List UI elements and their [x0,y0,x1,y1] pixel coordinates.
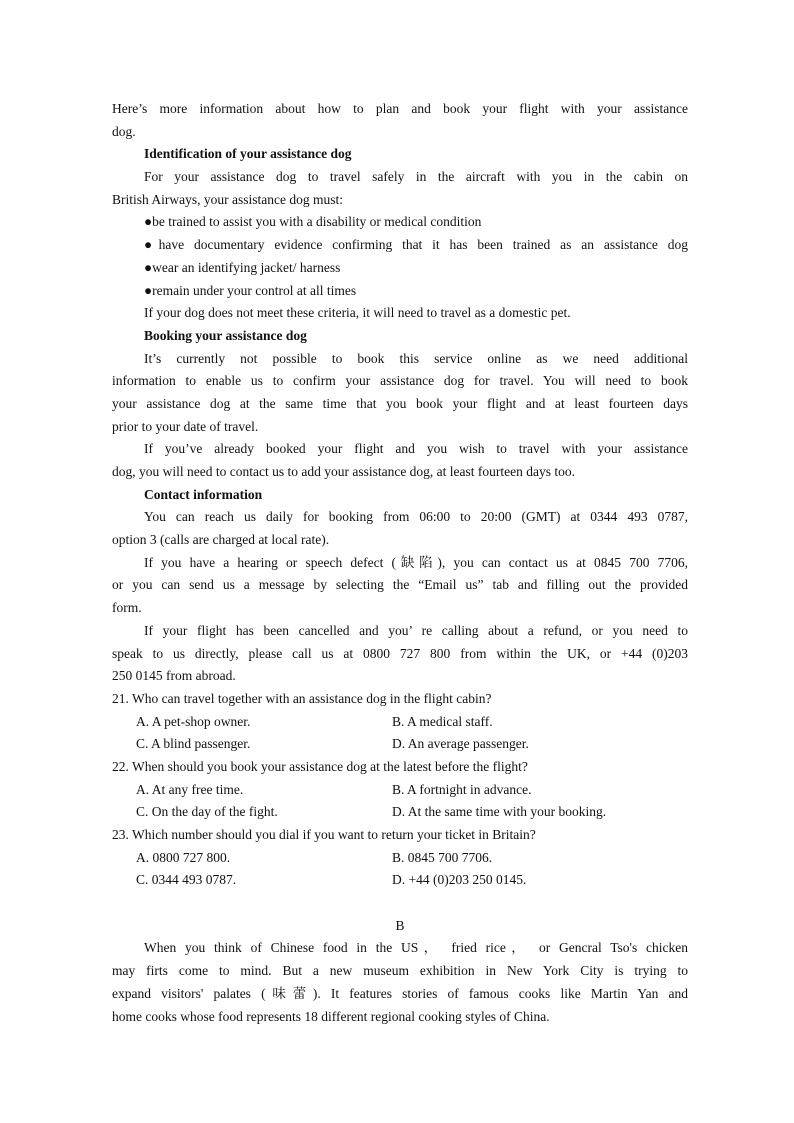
options-row [112,779,688,802]
option-c: C. On the day of the fight. [136,804,278,820]
option-d: D. +44 (0)203 250 0145. [392,872,527,888]
paragraph-line: or you can send us a message by selecting the “Email us” tab and filling out the provided [112,577,688,593]
bullet-item: ●be trained to assist you with a disability or medical condition [144,214,482,230]
spacer [112,892,688,915]
paragraph-line: 250 0145 from abroad. [112,668,236,684]
section-heading-identification: Identification of your assistance dog [144,146,352,162]
paragraph-line: If you have a hearing or speech defect (缺陷), you can contact us at 0845 700 7706, [144,554,688,570]
intro-line-2: dog. [112,123,136,139]
paragraph-line: If you’ve already booked your flight and you wish to travel with your assistance [144,441,688,457]
intro-line-1: Here’s more information about how to plan and book your flight with your assistance [112,101,688,116]
paragraph-line: If your flight has been cancelled and you’ re calling about a refund, or you need to [144,622,688,638]
section-label-b: B [395,917,405,933]
option-c: C. A blind passenger. [136,736,251,752]
paragraph-line: information to enable us to confirm your assistance dog for travel. You will need to book [112,373,688,389]
option-b: B. A fortnight in advance. [392,781,532,797]
paragraph-line: For your assistance dog to travel safely in the aircraft with you in the cabin on [144,169,688,185]
bullet-item: ●wear an identifying jacket/ harness [144,259,341,275]
paragraph-line: option 3 (calls are charged at local rate). [112,532,330,548]
options-row [112,733,688,756]
paragraph-line: your assistance dog at the same time that you book your flight and at least fourteen days [112,395,688,411]
question-21: 21. Who can travel together with an assistance dog in the flight cabin? [112,690,492,706]
bullet-item: ●have documentary evidence confirming that it has been trained as an assistance dog [144,237,688,253]
criteria-note: If your dog does not meet these criteria, it will need to travel as a domestic pet. [144,305,571,321]
question-23: 23. Which number should you dial if you want to return your ticket in Britain? [112,827,536,842]
paragraph-line: British Airways, your assistance dog must: [112,191,343,207]
options-row [112,847,688,870]
options-row [112,869,688,892]
bullet-item: ●remain under your control at all times [144,282,357,298]
paragraph-line: You can reach us daily for booking from 06:00 to 20:00 (GMT) at 0344 493 0787, [144,509,688,525]
options-row [112,711,688,734]
option-b: B. A medical staff. [392,713,493,729]
paragraph-line: expand visitors' palates (味蕾). It features stories of famous cooks like Martin Yan and [112,985,688,1001]
paragraph-line: speak to us directly, please call us at 0800 727 800 from within the UK, or +44 (0)203 [112,645,688,661]
paragraph-line: dog, you will need to contact us to add your assistance dog, at least fourteen days too. [112,464,576,479]
option-b: B. 0845 700 7706. [392,849,493,865]
paragraph-line: may firts come to mind. But a new museum exhibition in New York City is trying to [112,963,688,979]
question-22: 22. When should you book your assistance dog at the latest before the flight? [112,758,528,774]
paragraph-line: home cooks whose food represents 18 different regional cooking styles of China. [112,1008,550,1024]
option-a: A. At any free time. [136,781,244,797]
option-a: A. A pet-shop owner. [136,713,251,729]
section-heading-booking: Booking your assistance dog [144,327,307,343]
paragraph-line: prior to your date of travel. [112,418,259,434]
options-row [112,801,688,824]
paragraph-line: form. [112,600,142,616]
option-a: A. 0800 727 800. [136,849,231,865]
section-heading-contact: Contact information [144,486,263,502]
option-d: D. An average passenger. [392,736,529,752]
document-page [112,98,688,1028]
paragraph-line: It’s currently not possible to book this service online as we need additional [144,350,688,366]
option-c: C. 0344 493 0787. [136,872,237,888]
option-d: D. At the same time with your booking. [392,804,607,820]
paragraph-line: When you think of Chinese food in the US， fried rice， or Gencral Tso's chicken [144,940,688,956]
